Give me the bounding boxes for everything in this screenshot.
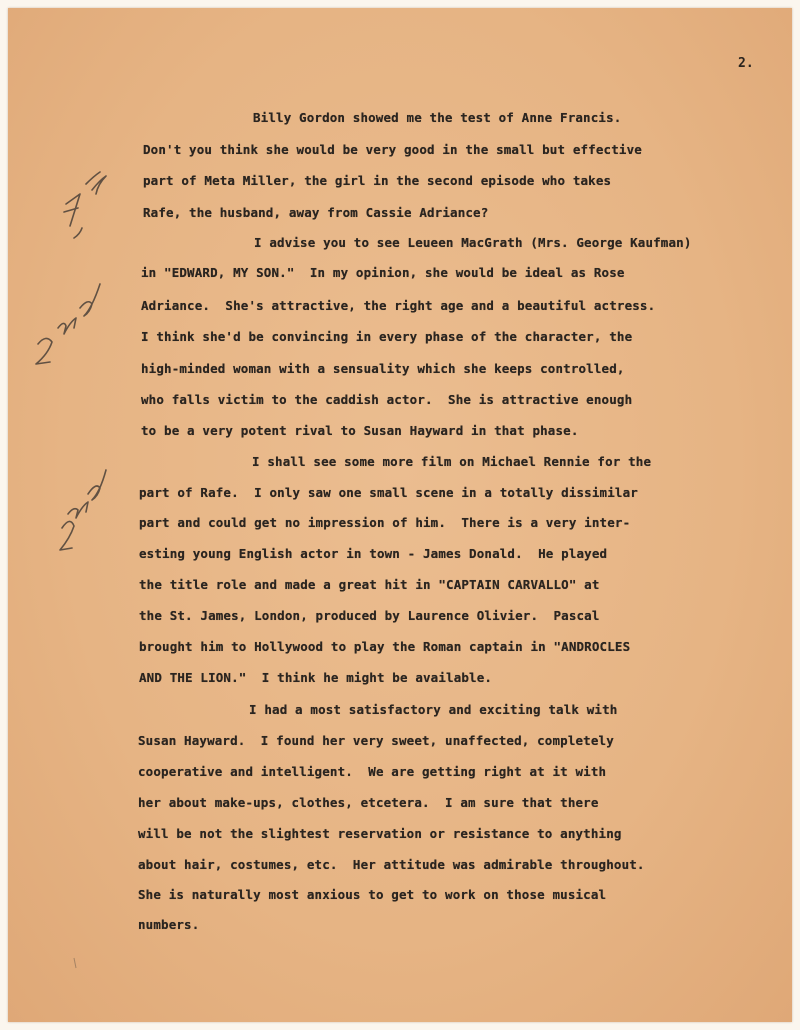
- letter-line: who falls victim to the caddish actor. She is attractive enough: [141, 392, 633, 407]
- letter-line: will be not the slightest reservation or resistance to anything: [138, 826, 622, 841]
- letter-line: Adriance. She's attractive, the right age and a beautiful actress.: [141, 298, 656, 313]
- letter-line: Rafe, the husband, away from Cassie Adriance?: [143, 205, 489, 220]
- letter-line: the title role and made a great hit in "CAPTAIN CARVALLO" at: [139, 577, 600, 592]
- letter-line: numbers.: [138, 917, 200, 932]
- letter-line: esting young English actor in town - James Donald. He played: [139, 546, 608, 561]
- letter-line: Don't you think she would be very good in the small but effective: [143, 142, 642, 157]
- letter-line: part of Rafe. I only saw one small scene in a totally dissimilar: [139, 485, 638, 500]
- letter-line: cooperative and intelligent. We are getting right at it with: [138, 764, 607, 779]
- letter-line: her about make-ups, clothes, etcetera. I am sure that there: [138, 795, 599, 810]
- letter-line: about hair, costumes, etc. Her attitude was admirable throughout.: [138, 857, 645, 872]
- letter-line: in "EDWARD, MY SON." In my opinion, she would be ideal as Rose: [141, 265, 625, 280]
- letter-line: I think she'd be convincing in every phase of the character, the: [141, 329, 633, 344]
- letter-line: I advise you to see Leueen MacGrath (Mrs. George Kaufman): [254, 235, 692, 250]
- letter-line: high-minded woman with a sensuality which she keeps controlled,: [141, 361, 625, 376]
- letter-line: Susan Hayward. I found her very sweet, unaffected, completely: [138, 733, 614, 748]
- letter-line: I shall see some more film on Michael Rennie for the: [252, 454, 652, 469]
- page-number: 2.: [738, 56, 754, 71]
- letter-line: part and could get no impression of him. There is a very inter-: [139, 515, 631, 530]
- typed-letter-page: [8, 8, 792, 1022]
- letter-line: to be a very potent rival to Susan Hayward in that phase.: [141, 423, 579, 438]
- letter-line: part of Meta Miller, the girl in the second episode who takes: [143, 173, 612, 188]
- letter-line: AND THE LION." I think he might be available.: [139, 670, 493, 685]
- letter-line: brought him to Hollywood to play the Roman captain in "ANDROCLES: [139, 639, 631, 654]
- letter-line: Billy Gordon showed me the test of Anne Francis.: [253, 110, 622, 125]
- letter-line: I had a most satisfactory and exciting talk with: [249, 702, 618, 717]
- letter-body: [8, 8, 792, 1022]
- letter-line: the St. James, London, produced by Laurence Olivier. Pascal: [139, 608, 600, 623]
- letter-line: She is naturally most anxious to get to work on those musical: [138, 887, 607, 902]
